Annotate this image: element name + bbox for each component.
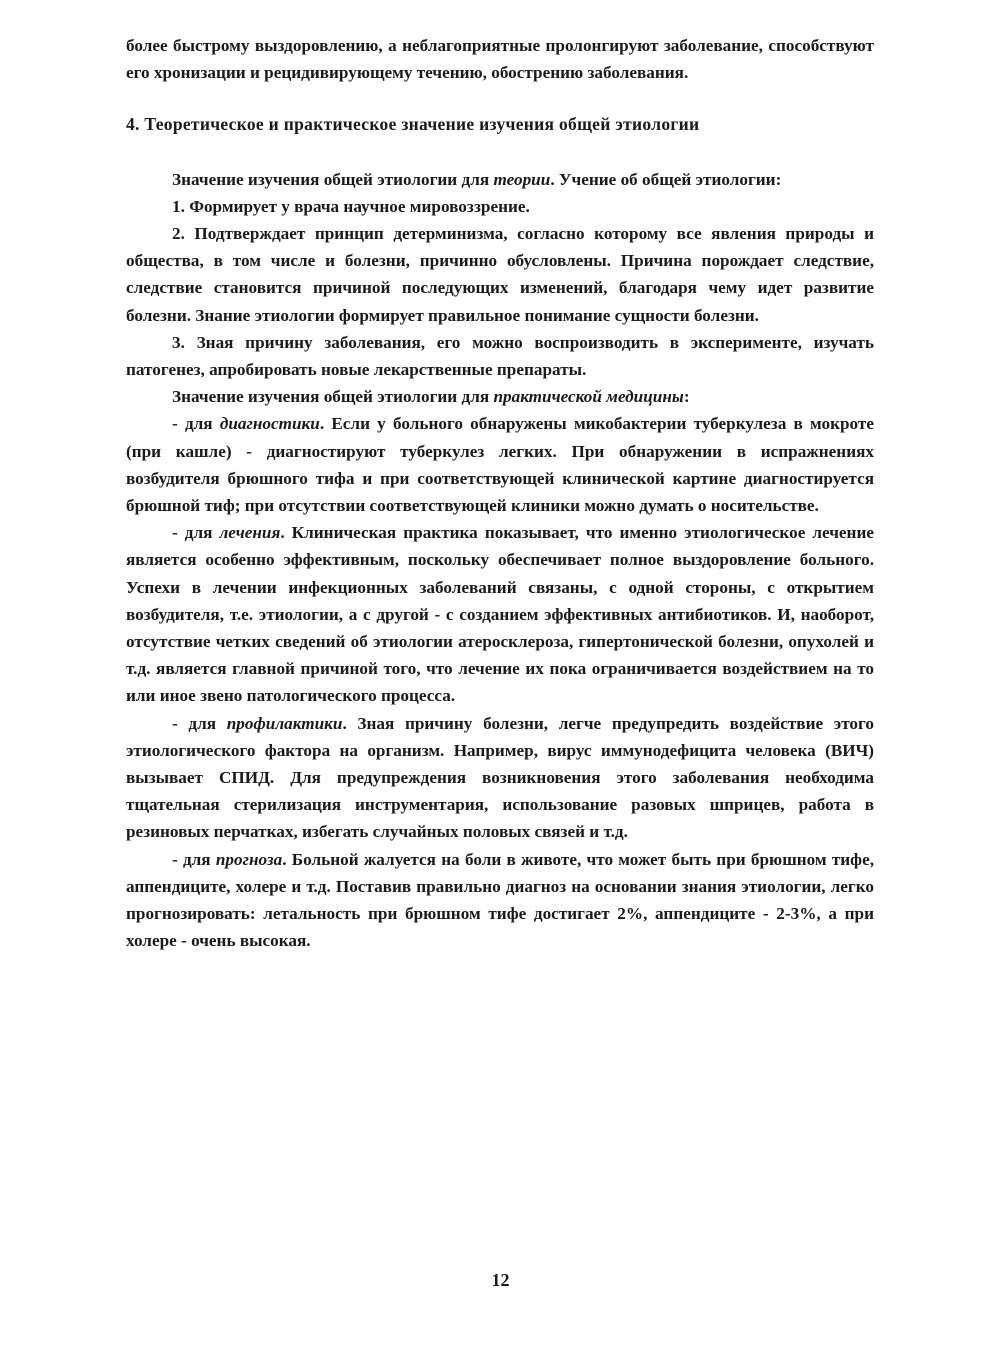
theory-lead-emphasis: теории (493, 169, 551, 189)
practice-lead-emphasis: практической медицины (493, 387, 684, 407)
intro-paragraph: более быстрому выздоровлению, а неблагоприятные пролонгируют заболевание, способствуют его хронизации и рецидивирующему течению, обострению заболевания. (126, 36, 874, 83)
section-heading: 4. Теоретическое и практическое значение изучения общей этиологии (126, 114, 700, 135)
diagnostics-paragraph (126, 410, 874, 519)
prevention-emphasis: профилактики (226, 713, 343, 733)
prognosis-emphasis: прогноза (215, 849, 283, 869)
diagnostics-prefix: - для (172, 414, 220, 434)
prevention-text: . Зная причину болезни, легче предупредить воздействие этого этиологического фактора на организм. Например, вирус иммунодефицита человека (ВИЧ) вызывает СПИД. Для предупреждения возникновения этого заболевания необходима тщательная стерилизация инструментария, использование разовых шприцев, работа в резиновых перчатках, избегать случайных половых связей и т.д. (126, 713, 874, 842)
treatment-emphasis: лечения (219, 523, 281, 543)
practice-lead-paragraph (126, 383, 874, 410)
treatment-text: . Клиническая практика показывает, что именно этиологическое лечение является особенно эффективным, поскольку обеспечивает полное выздоровление больного. Успехи в лечении инфекционных заболеваний связаны, с одной стороны, с открытием возбудителя, т.е. этиологии, а с другой - с созданием эффективных антибиотиков. И, наоборот, отсутствие четких сведений об этиологии атеросклероза, гипертонической болезни, опухолей и т.д. является главной причиной того, что лечение их пока ограничивается воздействием на то или иное звено патологического процесса. (126, 523, 874, 706)
theory-item-3: 3. Зная причину заболевания, его можно воспроизводить в эксперименте, изучать патогенез, апробировать новые лекарственные препараты. (126, 332, 874, 380)
treatment-paragraph (126, 519, 874, 709)
theory-lead-suffix: . Учение об общей этиологии: (550, 169, 782, 189)
treatment-prefix: - для (172, 523, 220, 543)
diagnostics-text: . Если у больного обнаружены микобактерии туберкулеза в мокроте (при кашле) - диагностируют туберкулез легких. При обнаружении в испражнениях возбудителя брюшного тифа и при соответствующей клинической картине диагностируется брюшной тиф; при отсутствии соответствующей клиники можно думать о носительстве. (126, 414, 874, 516)
document-page (126, 32, 874, 955)
prognosis-paragraph (126, 846, 874, 955)
prevention-paragraph (126, 710, 874, 846)
prognosis-text: . Больной жалуется на боли в животе, что может быть при брюшном тифе, аппендиците, холере и т.д. Поставив правильно диагноз на основании знания этиологии, легко прогнозировать: летальность при брюшном тифе достигает 2%, аппендиците - 2-3%, а при холере - очень высокая. (126, 849, 874, 951)
theory-lead-paragraph (126, 166, 874, 193)
theory-lead-prefix: Значение изучения общей этиологии для (172, 169, 494, 189)
prognosis-prefix: - для (172, 849, 216, 869)
theory-item-2: 2. Подтверждает принцип детерминизма, согласно которому все явления природы и общества, в том числе и болезни, причинно обусловлены. Причина порождает следствие, следствие становится причиной последующих изменений, благодаря чему идет развитие болезни. Знание этиологии формирует правильное понимание сущности болезни. (126, 224, 874, 325)
diagnostics-emphasis: диагностики (219, 414, 320, 434)
practice-lead-suffix: : (683, 387, 690, 407)
theory-item-1: 1. Формирует у врача научное мировоззрение. (172, 196, 530, 216)
page-number: 12 (491, 1270, 510, 1290)
practice-lead-prefix: Значение изучения общей этиологии для (172, 387, 494, 407)
prevention-prefix: - для (172, 713, 227, 733)
